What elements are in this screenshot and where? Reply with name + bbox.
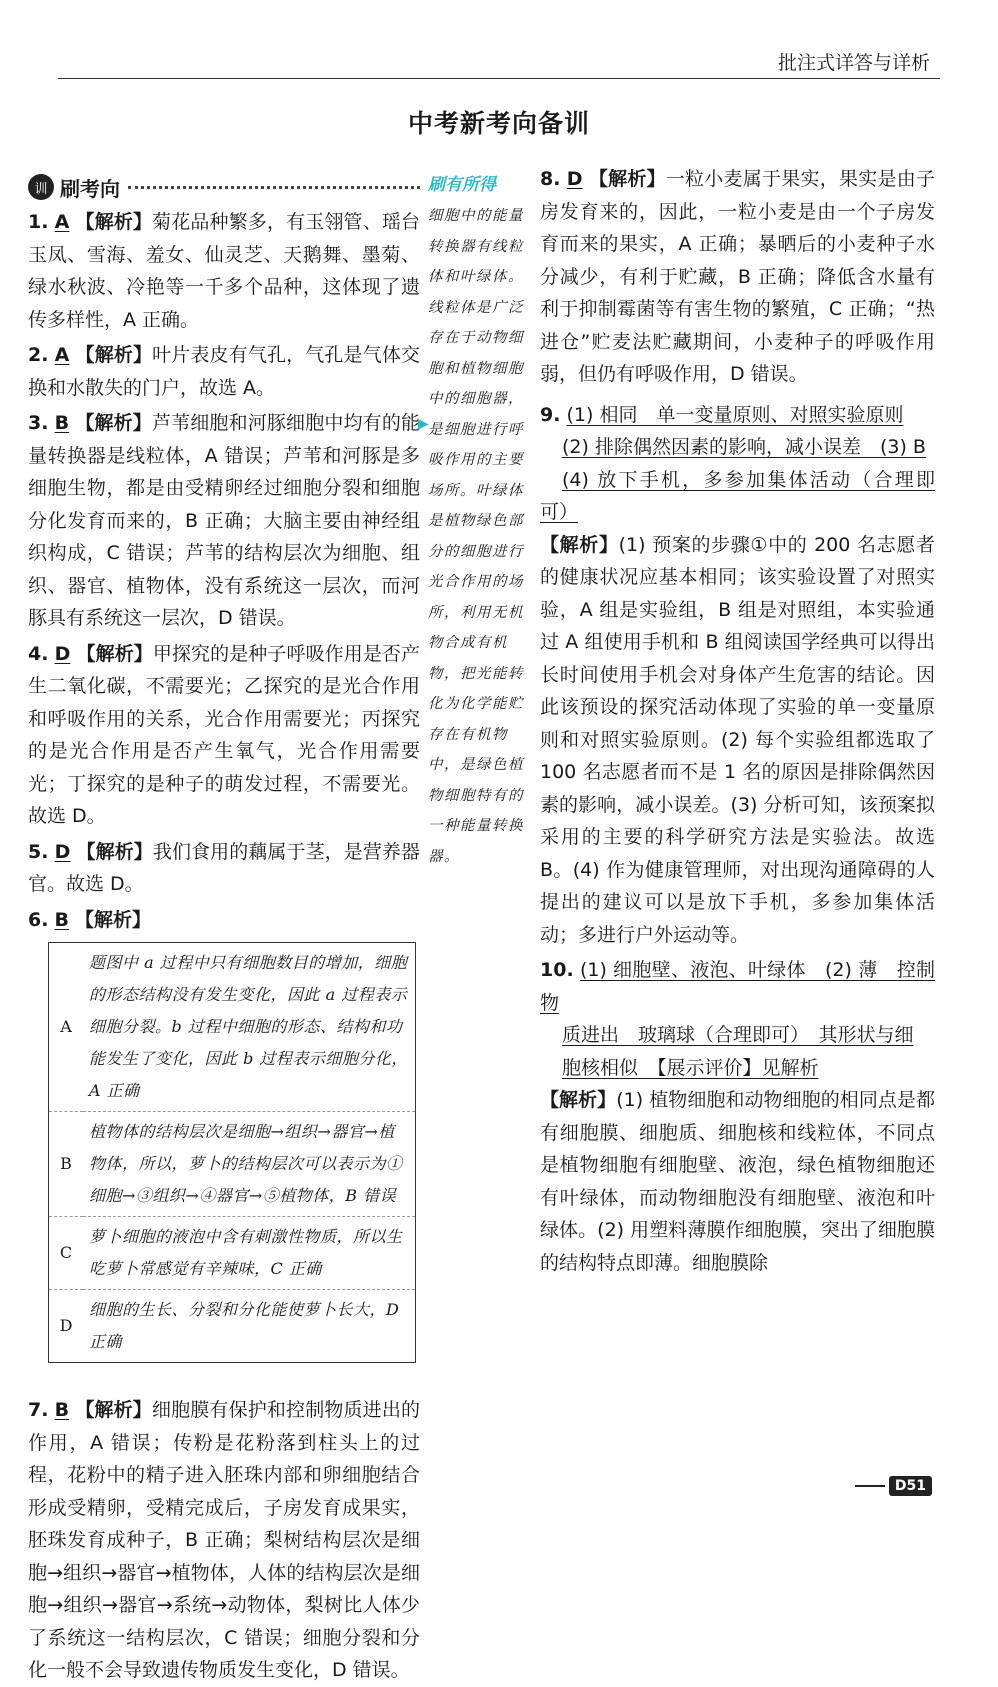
running-header: 批注式详答与详析	[777, 52, 930, 74]
option-analysis: 植物体的结构层次是细胞→组织→器官→植物体，所以，萝卜的结构层次可以表示为①细胞→③组织→④器官→⑤植物体，B 错误	[83, 1112, 416, 1217]
question-5	[28, 836, 420, 901]
option-key: A	[60, 1017, 72, 1036]
question-8	[540, 163, 935, 391]
page-title: 中考新考向备训	[407, 109, 590, 138]
answer-letter: A	[54, 344, 70, 366]
question-number: 2.	[28, 344, 49, 366]
analysis-tag: 【解析】	[76, 840, 153, 863]
analysis-tag: 【解析】	[75, 1399, 152, 1421]
question-number: 9.	[540, 403, 561, 426]
page-number: D51	[889, 1476, 932, 1496]
question-4	[28, 638, 420, 833]
question-7	[28, 1394, 420, 1687]
footer-rule	[855, 1485, 885, 1487]
analysis-tag: 【解析】	[588, 168, 666, 190]
analysis-tag: 【解析】	[75, 412, 152, 434]
question-6	[28, 904, 420, 937]
page-footer	[855, 1476, 932, 1496]
section-banner	[28, 170, 420, 204]
question-number: 8.	[540, 168, 561, 190]
analysis-tag: 【解析】	[76, 642, 153, 665]
answer-line-1: (1) 相同 单一变量原则、对照实验原则	[566, 403, 904, 426]
answer-letter: D	[54, 642, 71, 665]
answer-line-3: 胞核相似 【展示评价】见解析	[562, 1056, 819, 1079]
question-2	[28, 339, 420, 404]
answer-letter: B	[54, 1399, 70, 1421]
analysis-tag: 【解析】	[75, 344, 153, 366]
right-column	[540, 163, 935, 1282]
answer-line-2: 质进出 玻璃球（合理即可） 其形状与细	[562, 1024, 914, 1046]
analysis-tag: 【解析】	[540, 1089, 617, 1111]
header-rule	[58, 78, 940, 79]
question-number: 10.	[540, 959, 574, 981]
answer-letter: B	[54, 908, 69, 931]
question-number: 3.	[28, 412, 49, 434]
answer-letter: D	[566, 168, 583, 190]
answer-letter: A	[54, 211, 70, 233]
margin-note	[418, 170, 536, 872]
analysis-text: (1) 预案的步骤①中的 200 名志愿者的健康状况应基本相同；该实验设置了对照实验，A 组是实验组，B 组是对照组，本实验通过 A 组使用手机和 B 组阅读国学经典可以得出长时间使用手机会对身体产生危害的结论。因此该预设的探究活动体现了实验的单一变量原则和对照实验原则。(2) 每个实验组都选取了 100 名志愿者而不是 1 名的原因是排除偶然因素的影响，减小误差。(3) 分析可知，该预案拟采用的主要的科学研究方法是实验法。故选 B。(4) 作为健康管理师，对出现沟通障碍的人提出的建议可以是放下手机，多参加集体活动；多进行户外运动等。	[540, 533, 935, 946]
question-number: 5.	[28, 840, 49, 863]
analysis-text: (1) 植物细胞和动物细胞的相同点是都有细胞膜、细胞质、细胞核和线粒体，不同点是植物细胞有细胞壁、液泡，绿色植物细胞还有叶绿体，而动物细胞没有细胞壁、液泡和叶绿体。(2) 用塑料薄膜作细胞膜，突出了细胞膜的结构特点即薄。细胞膜除	[540, 1089, 935, 1274]
option-analysis: 细胞的生长、分裂和分化能使萝卜长大，D 正确	[83, 1290, 416, 1363]
analysis-text: 菊花品种繁多，有玉翎管、瑶台玉凤、雪海、羞女、仙灵芝、天鹅舞、墨菊、绿水秋波、冷艳等一千多个品种，这体现了遗传多样性，A 正确。	[28, 211, 420, 331]
answer-line-3: (4) 放下手机，多参加集体活动（合理即可）	[540, 468, 935, 523]
table-row	[49, 1112, 416, 1217]
analysis-tag: 【解析】	[540, 533, 619, 556]
question-3	[28, 407, 420, 635]
answer-line-1: (1) 细胞壁、液泡、叶绿体 (2) 薄 控制物	[540, 959, 935, 1014]
table-row	[49, 943, 416, 1112]
option-key: C	[49, 1217, 84, 1290]
pencil-badge-icon: 训	[28, 174, 54, 200]
pointer-arrow-icon: ▶	[418, 416, 429, 432]
analysis-text: 甲探究的是种子呼吸作用是否产生二氧化碳，不需要光；乙探究的是光合作用和呼吸作用的关系，光合作用需要光；丙探究的是光合作用是否产生氧气，光合作用需要光；丁探究的是种子的萌发过程，不需要光。故选 D。	[28, 642, 420, 827]
table-row	[49, 1217, 416, 1290]
analysis-text: 我们食用的藕属于茎，是营养器官。故选 D。	[28, 840, 420, 895]
question-1	[28, 206, 420, 336]
answer-line-2: (2) 排除偶然因素的影响，减小误差 (3) B	[562, 436, 926, 458]
section-label: 刷考向	[60, 176, 120, 201]
question-number: 7.	[28, 1399, 49, 1421]
options-analysis-table	[48, 942, 416, 1363]
analysis-text: 芦苇细胞和河豚细胞中均有的能量转换器是线粒体，A 错误；芦苇和河豚是多细胞生物，都是由受精卵经过细胞分裂和细胞分化发育而来的，B 正确；大脑主要由神经组织构成，C 错误；芦苇的结构层次为细胞、组织、器官、植物体，没有系统这一层次，而河豚具有系统这一层次，D 错误。	[28, 412, 420, 629]
option-key: B	[49, 1112, 84, 1217]
question-number: 1.	[28, 211, 49, 233]
analysis-tag: 【解析】	[75, 908, 152, 931]
note-heading: 刷有所得	[428, 175, 496, 195]
left-column	[28, 170, 420, 1363]
analysis-text: 一粒小麦属于果实，果实是由子房发育来的，因此，一粒小麦是由一个子房发育而来的果实，A 正确；暴晒后的小麦种子水分减少，有利于贮藏，B 正确；降低含水量有利于抑制霉菌等有害生物的繁殖，C 正确；“热进仓”贮麦法贮藏期间，小麦种子的呼吸作用弱，但仍有呼吸作用，D 错误。	[540, 168, 935, 385]
dotted-divider	[128, 186, 420, 189]
table-row	[49, 1290, 416, 1363]
question-9	[540, 399, 935, 952]
answer-letter: D	[54, 840, 71, 863]
question-number: 6.	[28, 908, 49, 931]
question-7-start	[28, 1394, 420, 1681]
question-number: 4.	[28, 642, 49, 665]
question-10	[540, 954, 935, 1279]
analysis-text: 叶片表皮有气孔，气孔是气体交换和水散失的门户，故选 A。	[28, 344, 420, 399]
answer-letter: B	[54, 412, 70, 434]
analysis-tag: 【解析】	[75, 211, 153, 233]
option-analysis: 题图中 a 过程中只有细胞数目的增加，细胞的形态结构没有发生变化，因此 a 过程表示细胞分裂。b 过程中细胞的形态、结构和功能发生了变化，因此 b 过程表示细胞分化，A 正确	[89, 953, 408, 1100]
option-analysis: 萝卜细胞的液泡中含有刺激性物质，所以生吃萝卜常感觉有辛辣味，C 正确	[83, 1217, 416, 1290]
option-key: D	[49, 1290, 84, 1363]
analysis-text: 细胞膜有保护和控制物质进出的作用，A 错误；传粉是花粉落到柱头上的过程，花粉中的精子进入胚珠内部和卵细胞结合形成受精卵，受精完成后，子房发育成果实，胚珠发育成种子，B 正确；梨树结构层次是细胞→组织→器官→植物体，人体的结构层次是细胞→组织→器官→系统→动物体，梨树比人体少了系统这一结构层次，C 错误；细胞分裂和分化一般不会导致遗传物质发生变化，D 错误。	[28, 1399, 420, 1681]
note-body: 细胞中的能量转换器有线粒体和叶绿体。线粒体是广泛存在于动物细胞和植物细胞中的细胞器，是细胞进行呼吸作用的主要场所。叶绿体是植物绿色部分的细胞进行光合作用的场所，利用无机物合成有机物，把光能转化为化学能贮存在有机物中，是绿色植物细胞特有的一种能量转换器。	[428, 208, 524, 865]
